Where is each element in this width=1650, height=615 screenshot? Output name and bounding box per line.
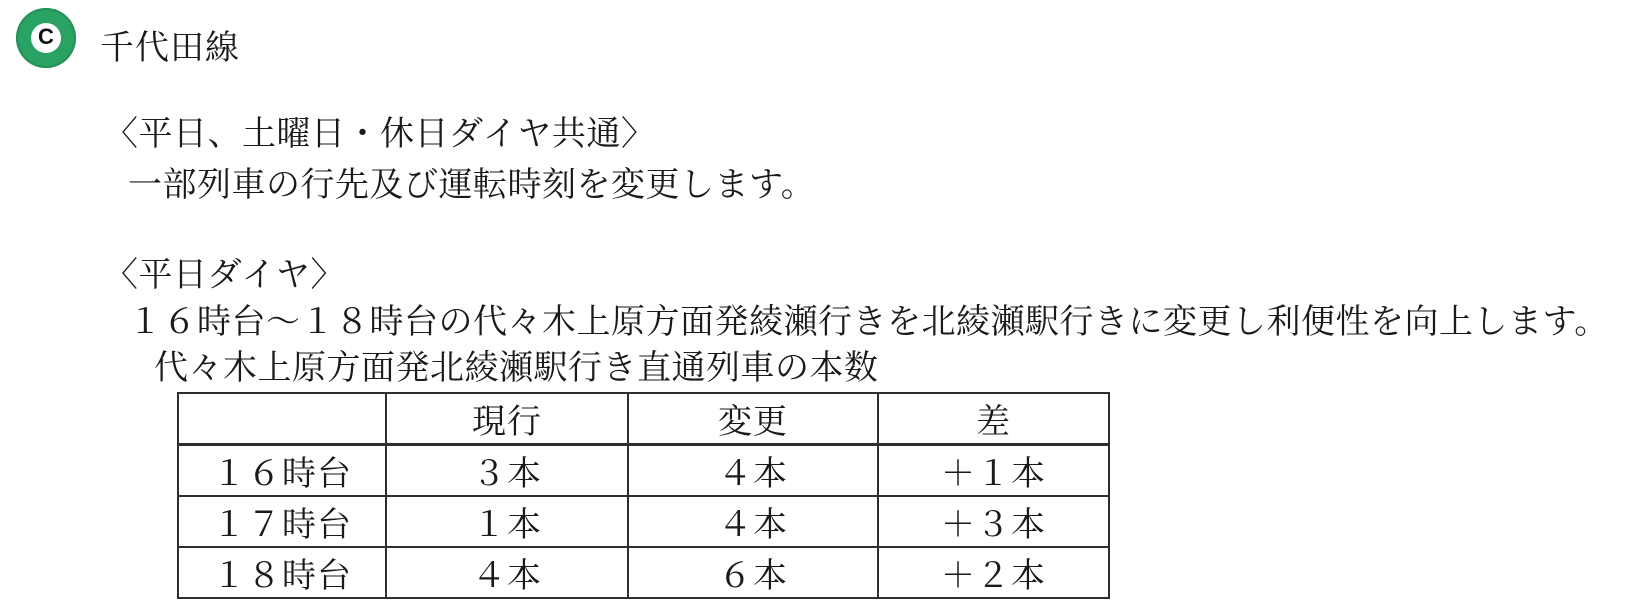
table-row-18	[178, 547, 1109, 598]
header-cell-diff: 差	[878, 393, 1109, 445]
chiyoda-line-icon-inner	[31, 23, 61, 53]
chiyoda-line-letter: C	[38, 24, 54, 49]
cell-diff: ＋２本	[878, 547, 1109, 598]
line-header	[16, 8, 76, 68]
chiyoda-line-icon	[16, 8, 76, 68]
cell-changed: ４本	[628, 496, 878, 547]
cell-hour-label: １８時台	[178, 547, 386, 598]
cell-current: １本	[386, 496, 628, 547]
cell-current: ３本	[386, 445, 628, 497]
header-cell-empty	[178, 393, 386, 445]
table-header-row	[178, 393, 1109, 445]
section-heading-common-schedule: 〈平日、土曜日・休日ダイヤ共通〉	[104, 115, 656, 153]
cell-changed: ４本	[628, 445, 878, 497]
table-row-16	[178, 445, 1109, 497]
cell-diff: ＋１本	[878, 445, 1109, 497]
section-body-common-schedule: 一部列車の行先及び運転時刻を変更します。	[128, 166, 816, 204]
cell-hour-label: １７時台	[178, 496, 386, 547]
header-cell-current: 現行	[386, 393, 628, 445]
cell-current: ４本	[386, 547, 628, 598]
table-row-17	[178, 496, 1109, 547]
cell-changed: ６本	[628, 547, 878, 598]
header-cell-changed: 変更	[628, 393, 878, 445]
train-count-table	[177, 392, 1110, 599]
table-caption: 代々木上原方面発北綾瀬駅行き直通列車の本数	[154, 349, 879, 387]
section-body-weekday-schedule: １６時台～１８時台の代々木上原方面発綾瀬行きを北綾瀬駅行きに変更し利便性を向上します。	[128, 303, 1609, 341]
section-heading-weekday-schedule: 〈平日ダイヤ〉	[104, 256, 345, 294]
line-name: 千代田線	[100, 29, 240, 67]
cell-hour-label: １６時台	[178, 445, 386, 497]
cell-diff: ＋３本	[878, 496, 1109, 547]
